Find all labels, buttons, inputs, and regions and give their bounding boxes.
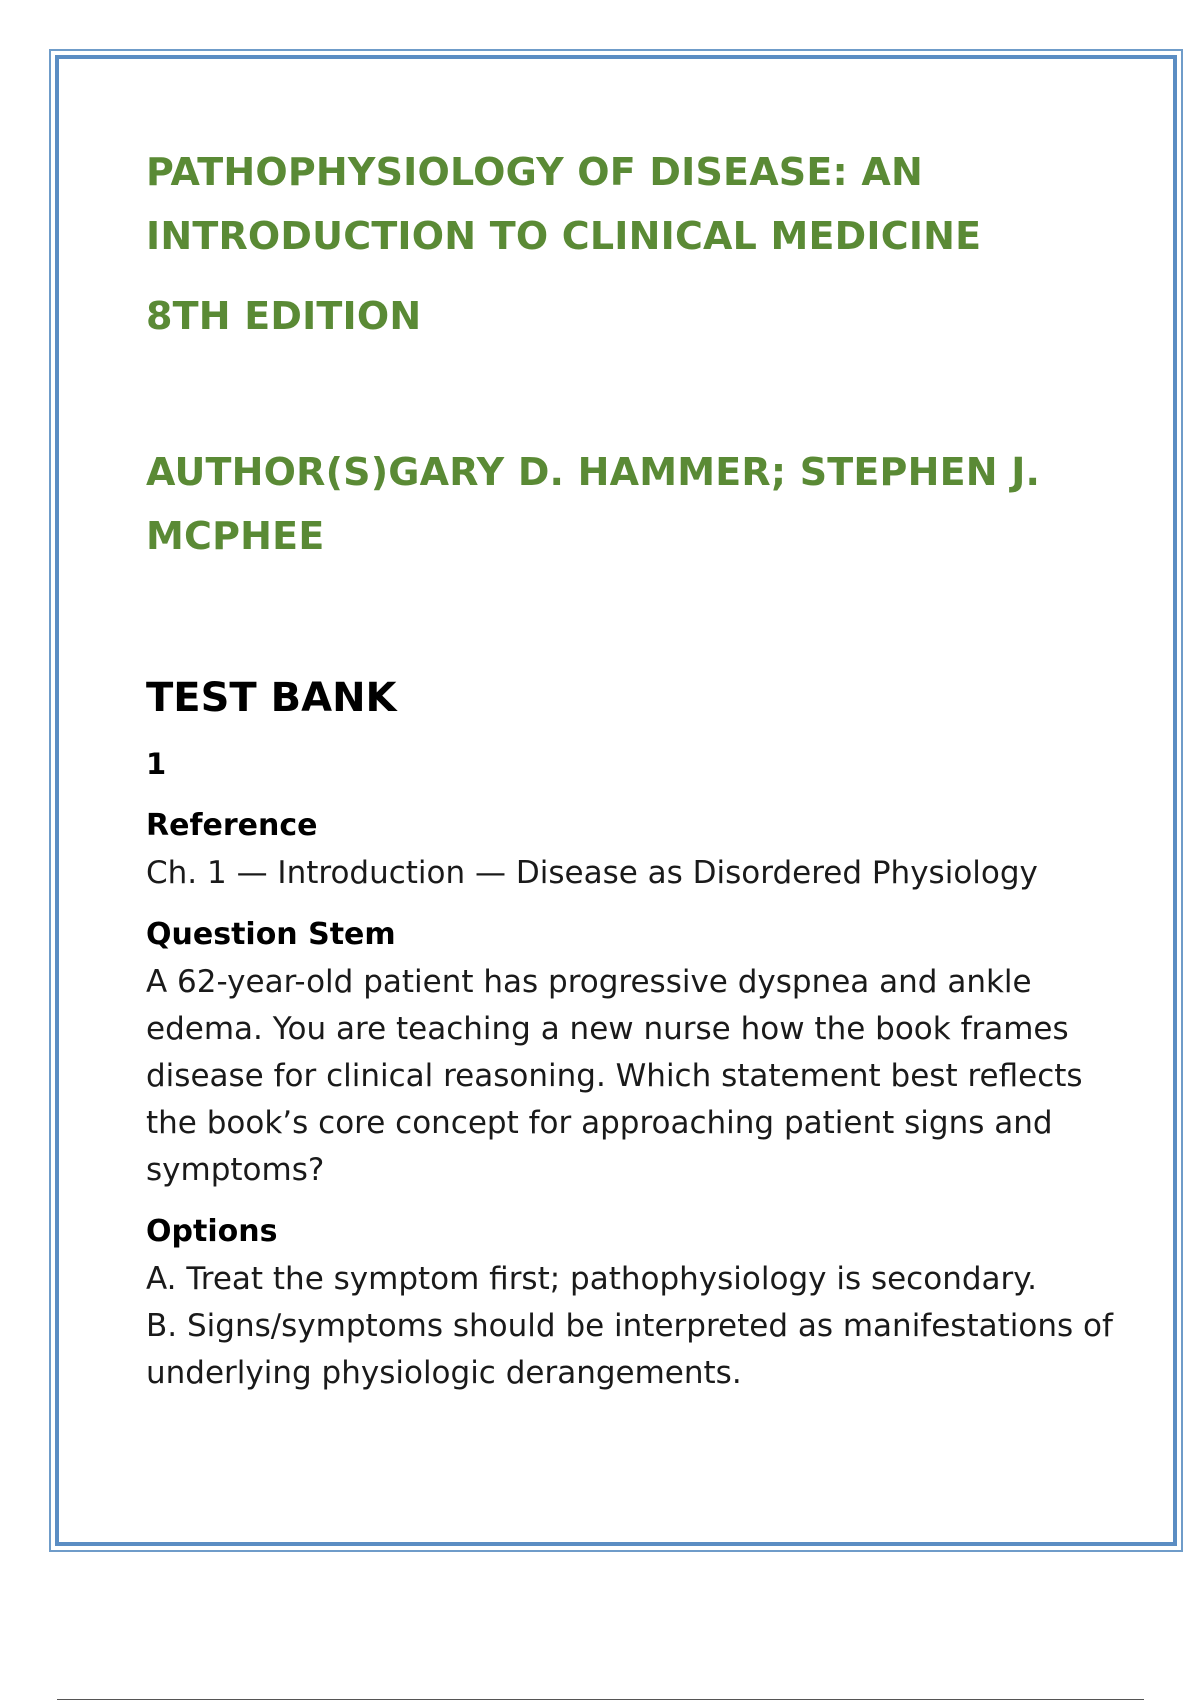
question-stem-label: Question Stem — [146, 917, 396, 952]
book-title-line-1: PATHOPHYSIOLOGY OF DISEASE: AN — [146, 150, 923, 194]
book-authors — [146, 440, 1116, 568]
question-number: 1 — [146, 747, 167, 781]
section-heading: TEST BANK — [146, 675, 397, 721]
option-b: B. Signs/symptoms should be interpreted as manifestations of underlying physiologic derangements. — [146, 1308, 1113, 1391]
reference-text: Ch. 1 — Introduction — Disease as Disordered Physiology — [146, 855, 1038, 891]
option-a: A. Treat the symptom first; pathophysiology is secondary. — [146, 1261, 1038, 1297]
question-block — [146, 744, 1116, 1397]
book-edition: 8TH EDITION — [146, 294, 422, 338]
book-title — [146, 140, 1116, 268]
question-stem-text: A 62-year-old patient has progressive dyspnea and ankle edema. You are teaching a new nurse how the book frames disease for clinical reasoning. Which statement best reflects the book’s core concept for approaching patient signs and symptoms? — [146, 964, 1083, 1188]
book-title-line-2: INTRODUCTION TO CLINICAL MEDICINE — [146, 214, 982, 258]
authors-line-2: MCPHEE — [146, 514, 325, 558]
authors-line-1: AUTHOR(S)GARY D. HAMMER; STEPHEN J. — [146, 450, 1041, 494]
document-content — [146, 140, 1116, 1397]
options-label: Options — [146, 1214, 278, 1249]
reference-label: Reference — [146, 808, 318, 843]
options-list — [146, 1256, 1116, 1397]
